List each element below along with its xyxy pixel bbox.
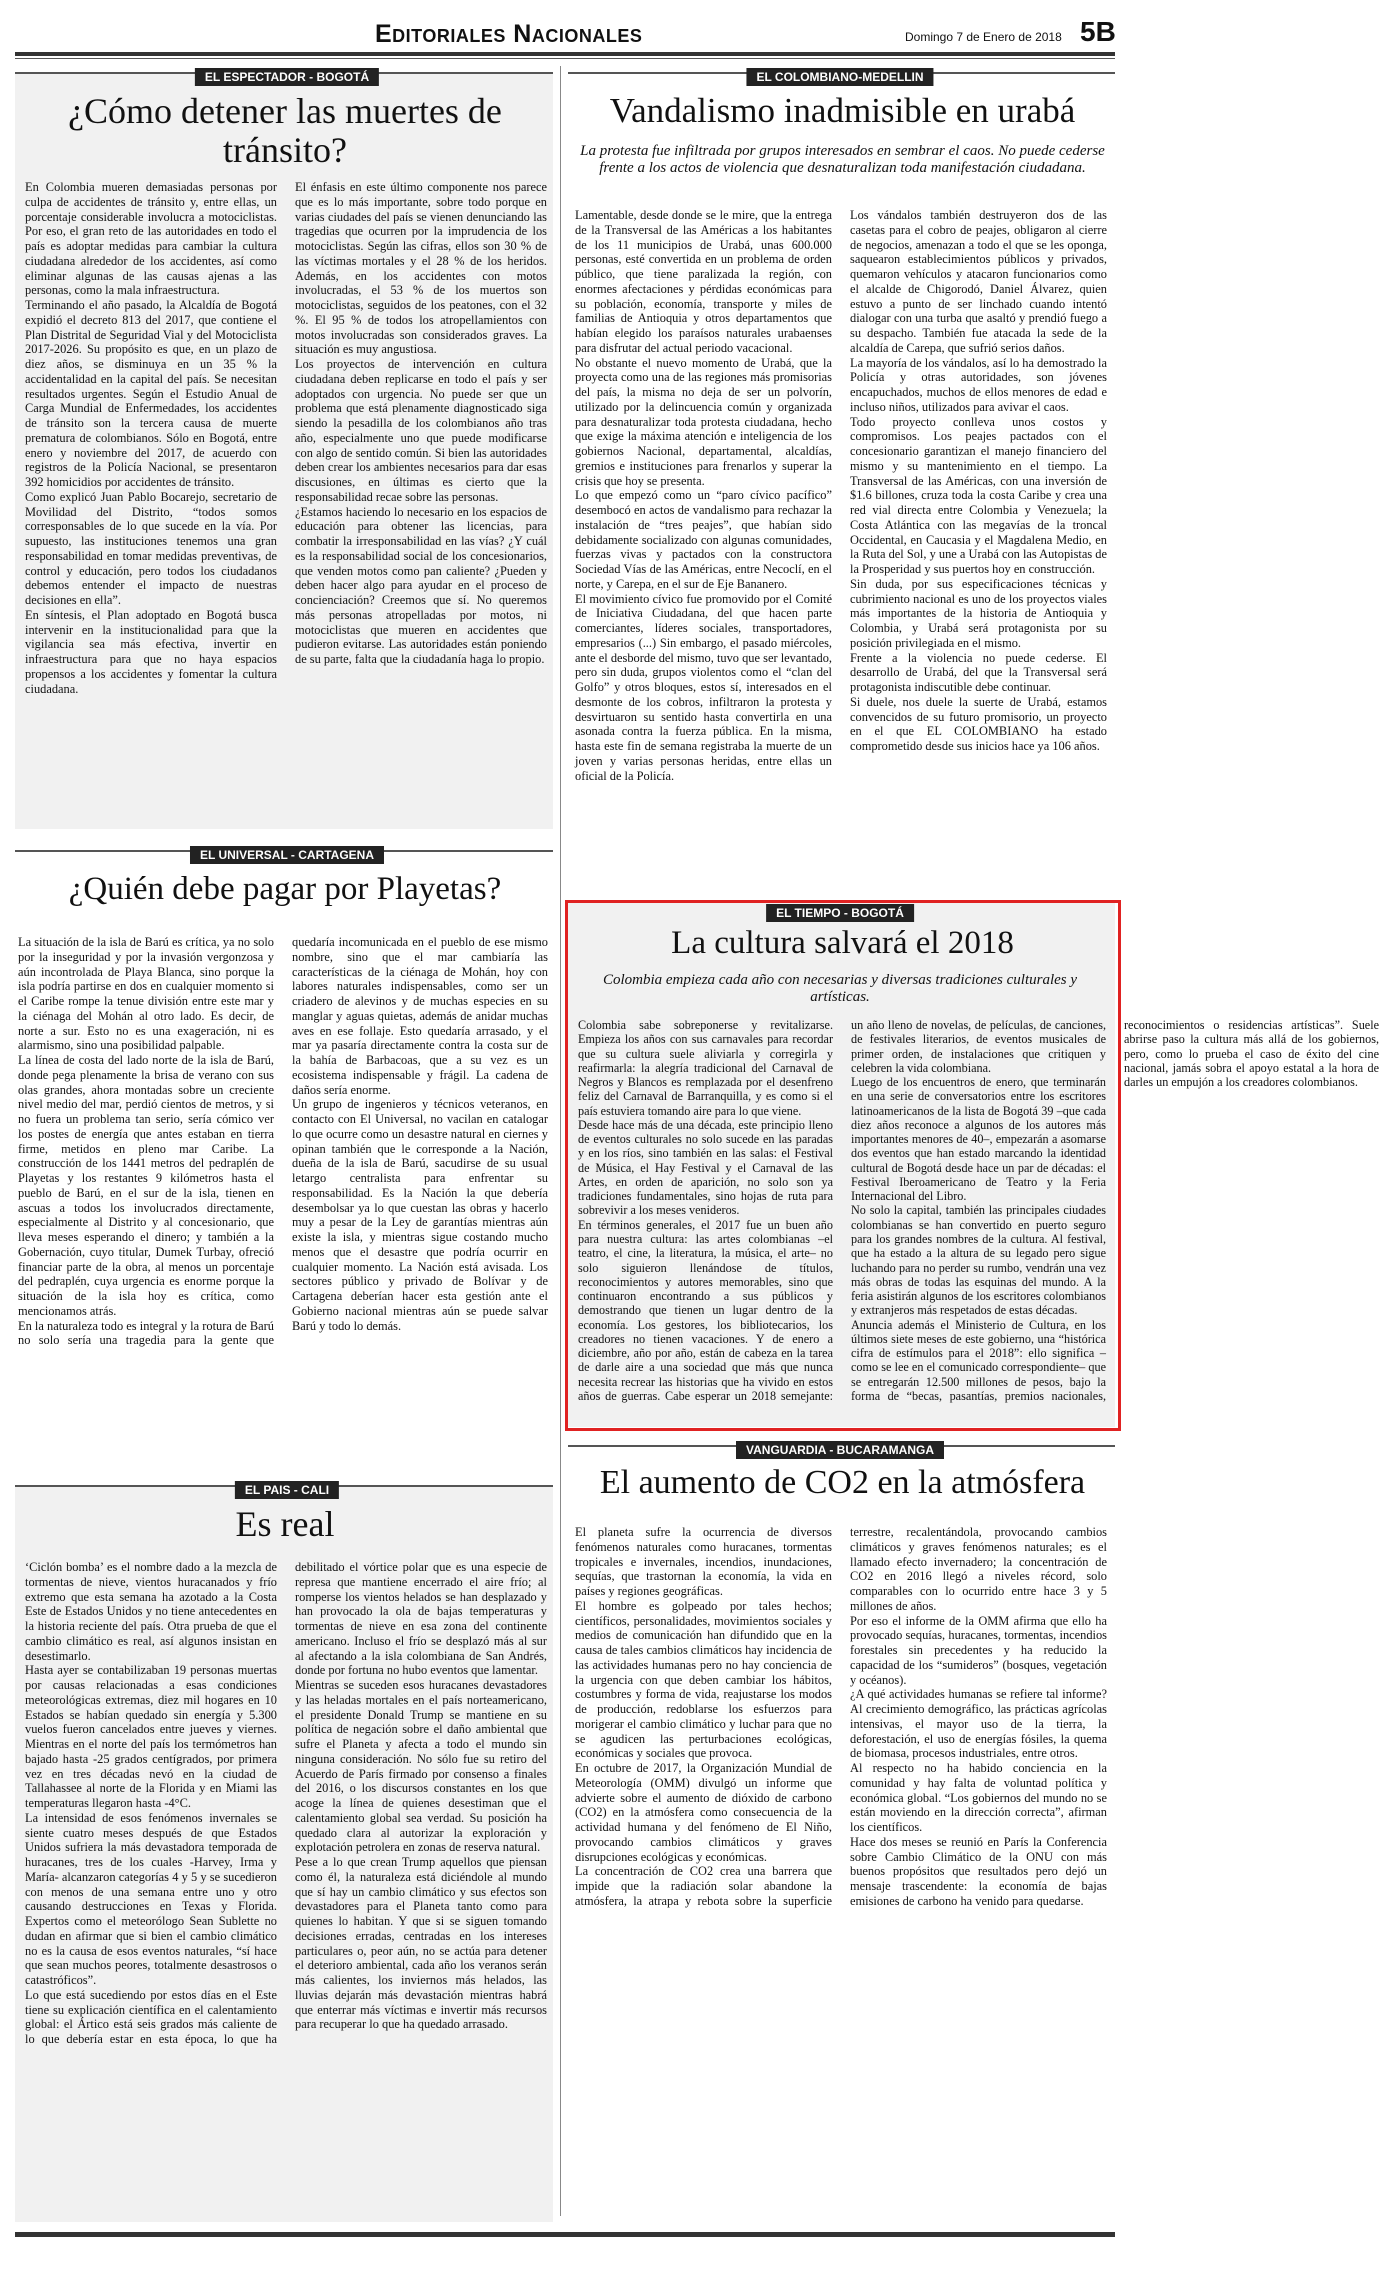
article-body [575, 1525, 1107, 2215]
article-headline: ¿Quién debe pagar por Playetas? [68, 871, 502, 907]
article-paragraph: Un grupo de ingenieros y técnicos veteranos, en contacto con El Universal, no vacilan en catalogar lo que ocurre como un desastre natural en ciernes y opinan también que le corresponde a la Nación, dueña de la isla de Barú, sacudirse de su usual letargo centralista para enfrentar su responsabilidad. Es la Nación la que debería desembolsar ya lo que cuestan las obras y hacerlo muy a pesar de la Ley de garantías mientras aún existe la isla, y mientras sigue costando mucho menos que el desastre que podría ocurrir en cualquier momento. La Nación está avisada. Los sectores público y privado de Bolívar y de Cartagena deberían hacer esta gestión ante el Gobierno nacional mientras aún se puede salvar Barú y todo lo demás. [292, 1097, 548, 1333]
article-paragraph: No solo la capital, también las principales ciudades colombianas se han convertido en puerto seguro para los grandes nombres de la cultura. Al festival, que ha estado a la altura de su legado pero sigue luchando para no perder su rumbo, vendrán una vez más obras de todas las esquinas del mundo. A la feria asistirán algunos de los escritores colombianos y extranjeros más respetados de estas décadas. [851, 1203, 1106, 1318]
article-paragraph: Hace dos meses se reunió en París la Conferencia sobre Cambio Climático de la ONU con más buenos propósitos que resultados pero dejó un mensaje trascendente: la economía de bajas emisiones de carbono ha venido para quedarse. [850, 1834, 1107, 1908]
article-paragraph: Mientras se suceden esos huracanes devastadores y las heladas mortales en el país norteamericano, el presidente Donald Trump se mantiene en su política de negación sobre el daño ambiental que sufre el Planeta y afecta a todo el mundo sin ninguna consideración. No sólo fue su retiro del Acuerdo de París firmado por consenso a finales del 2016, o los discursos constantes en los que acoge la línea de quienes desestiman que el calentamiento global sea verdad. Su posición ha quedado clara al autorizar la exploración y explotación petrolera en zonas de reserva natural. [295, 1678, 547, 1855]
article-paragraph: ¿Estamos haciendo lo necesario en los espacios de educación para obtener las licencias, para combatir la irresponsabilidad en las vías? ¿Y cuál es la responsabilidad social de los concesionarios, que venden motos como pan caliente? ¿Pueden y deben hacer algo para ayudar en el proceso de concienciación? Creemos que sí. No queremos más personas atropelladas por motos, ni motociclistas que mueren en accidentes que pudieron evitarse. Las autoridades están poniendo de su parte, falta que la ciudadanía haga lo propio. [295, 504, 547, 666]
source-tag: EL COLOMBIANO-MEDELLIN [746, 68, 933, 86]
article-headline: ¿Cómo detener las muertes de tránsito? [68, 91, 502, 170]
article-deck: La protesta fue infiltrada por grupos interesados en sembrar el caos. No puede cederse frente a los actos de violencia que desnaturalizan toda manifestación ciudadana. [580, 143, 1105, 177]
source-tag: EL UNIVERSAL - CARTAGENA [190, 846, 384, 864]
article-paragraph: Luego de los encuentros de enero, que terminarán en una serie de conversatorios entre los escritores latinoamericanos de la lista de Bogotá 39 –que cada diez años reconoce a algunos de los autores más importantes menores de 40–, empezarán a asomarse dos eventos que han estado marcando la identidad cultural de Bogotá desde hace un par de décadas: el Festival Iberoamericano de Teatro y la Feria Internacional del Libro. [851, 1075, 1106, 1204]
article-paragraph: Al respecto no ha habido conciencia en la comunidad y hay falta de voluntad política y económica global. “Los gobiernos del mundo no se están moviendo en la dirección correcta”, afirman los científicos. [850, 1761, 1107, 1834]
article-paragraph: Hasta ayer se contabilizaban 19 personas muertas por causas relacionadas a esas condiciones meteorológicas extremas, diez mil hogares en 10 Estados se habían quedado sin energía y 5.300 vuelos fueron cancelados entre jueves y viernes. Mientras en el norte del país los termómetros han bajado hasta -25 grados centígrados, por primera vez en tres décadas nevó en la ciudad de Tallahassee al norte de la Florida y en Miami las temperaturas llegaron hasta -4°C. [25, 1663, 277, 1810]
article-paragraph: Los vándalos también destruyeron dos de las casetas para el cobro de peajes, obligaron al cierre de negocios, amenazan a todo el que se les oponga, saquearon establecimientos públicos y privados, quemaron vehículos y atacaron funcionarios como el alcalde de Chigorodó, Daniel Álvarez, quien estuvo a punto de ser linchado cuando intentó dialogar con una turba que asaltó y prendió fuego a su despacho. También fue atacada la sede de la alcaldía de Carepa, que sufrió serios daños. [850, 208, 1107, 355]
article-paragraph: Lo que está sucediendo por estos días en el Este tiene su explicación científica en el calentamiento global: el Ártico está seis grados más caliente de lo que debería estar en esta época, lo que ha debilitado el vórtice polar que es una especie de represa que mantiene encerrado el aire frío; al romperse los vientos helados se han desplazado y han provocado la ola de bajas temperaturas y tormentas de nieve en esa zona del continente americano. Incluso el frío se desplazó más al sur al afectando a la isla colombiana de San Andrés, donde por fortuna no hubo eventos que lamentar. [25, 1560, 547, 2046]
article-paragraph: En términos generales, el 2017 fue un buen año para nuestra cultura: las artes colombianas –el teatro, el cine, la literatura, la música, el arte– no solo siguieron llenándose de títulos, reconocimientos y autores memorables, sino que continuaron encontrando a sus públicos y demostrando que tienen un lugar dentro de la economía. Los gestores, los bibliotecarios, los creadores no tienen vacaciones. Y de enero a diciembre, año por año, están de cabeza en la tarea de darle aire a una sociedad que más que nunca necesita recrear las historias que ha vivido en estos años de guerras. Cabe esperar un 2018 semejante: un año lleno de novelas, de películas, de canciones, de festivales literarios, de eventos musicales de primer orden, de instalaciones que critiquen y celebren la vida colombiana. [578, 1018, 1106, 1403]
issue-date: Domingo 7 de Enero de 2018 [905, 30, 1062, 44]
article-paragraph: Anuncia además el Ministerio de Cultura, en los últimos siete meses de este gobierno, una “histórica cifra de estímulos para el 2018”: ello significa –como se lee en el comunicado correspondiente– que se entregarán 12.500 millones de pesos, bajo la forma de “becas, pasantías, premios nacionales, reconocimientos o residencias artísticas”. Suele abrirse paso la cultura más allá de los gobiernos, pero, como lo prueba el caso de éxito del cine nacional, jamás sobra el apoyo estatal a la hora de darles un empujón a los creadores colombianos. [851, 1018, 1379, 1403]
article-paragraph: El planeta sufre la ocurrencia de diversos fenómenos naturales como huracanes, tormentas tropicales e invernales, incendios, inundaciones, sequías, que trastornan la economía, la vida en países y regiones geográficas. [575, 1525, 832, 1598]
article-paragraph: El movimiento cívico fue promovido por el Comité de Iniciativa Ciudadana, del que hacen parte comerciantes, líderes sociales, transportadores, empresarios (...) Sin embargo, el pasado miércoles, ante el desborde del mismo, tuvo que ser levantado, pero sin duda, grupos violentos como el “clan del Golfo” y otros bloques, estos sí, interesados en el desmonte de los cobros, infiltraron la protesta y desvirtuaron su sentido hasta convertirla en una asonada contra la fuerza pública. En la misma, hasta este fin de semana registraba la muerte de un joven y varias personas heridas, entre ellas un oficial de la Policía. [575, 591, 832, 783]
article-paragraph: Pese a lo que crean Trump aquellos que piensan como él, la naturaleza está diciéndole al mundo que sí hay un cambio climático y sus efectos son devastadores para el Planeta tanto como para quienes lo habitan. Y que si se siguen tomando decisiones erradas, centradas en los intereses particulares o, peor aún, no se actúa para detener el deterioro ambiental, cada año los veranos serán más calientes, los inviernos más helados, las lluvias dejarán más devastación mientras habrá que enterrar más víctimas e invertir más recursos para recuperar lo que ha quedado arrasado. [295, 1855, 547, 2032]
article-paragraph: Colombia sabe sobreponerse y revitalizarse. Empieza los años con sus carnavales para recordar que su cultura suele aliviarla y corregirla y reafirmarla: la alegría tradicional del Carnaval de Negros y Blancos es remplazada por el desenfreno feliz del Carnaval de Barranquilla, y es como si el país estuviera tomando aire para lo que viene. [578, 1018, 833, 1118]
article-paragraph: La línea de costa del lado norte de la isla de Barú, donde pega plenamente la brisa de verano con sus olas grandes, ahora montadas sobre un creciente nivel medio del mar, perdió cientos de metros, y si no fuera un problema tan serio, sería cómico ver los postes de energía que antes estaban en tierra firme, metidos en pleno mar Caribe. La construcción de los 1441 metros del pedraplén de Playetas y los restantes 9 kilómetros hasta el pueblo de Barú, en el sur de la isla, tienen en ascuas a todos los involucrados directamente, especialmente al Distrito y al concesionario, que lleva meses esperando el dinero; y también a la Gobernación, cuyo titular, Dumek Turbay, ofreció financiar parte de la obra, al menos un porcentaje del pedraplén, cuya urgencia es enorme porque la situación de la isla hoy es crítica, como mencionamos atrás. [18, 1053, 274, 1318]
article-paragraph: La situación de la isla de Barú es crítica, ya no solo por la inseguridad y por la invasión vergonzosa y aún incontrolada de Playa Blanca, sino porque la isla podría partirse en dos en cualquier momento si el Caribe rompe la tenue división entre este mar y la ciénaga del Mohán al otro lado. Es decir, de norte a sur. Esto no es una exageración, ni es alarmismo, sino una posibilidad palpable. [18, 935, 274, 1053]
article-paragraph: En octubre de 2017, la Organización Mundial de Meteorología (OMM) divulgó un informe que advierte sobre el aumento de dióxido de carbono (CO2) en la atmósfera como consecuencia de la actividad humana y del fenómeno de El Niño, provocando cambios climáticos y graves disrupciones ecológicas y económicas. [575, 1761, 832, 1864]
article-paragraph: En síntesis, el Plan adoptado en Bogotá busca intervenir en la institucionalidad para que la vigilancia sea más efectiva, invertir en infraestructura para que no haya espacios propensos a los accidentes y fomentar la cultura ciudadana. [25, 607, 277, 696]
article-paragraph: Como explicó Juan Pablo Bocarejo, secretario de Movilidad del Distrito, “todos somos corresponsables de lo que sucede en la vía. Por supuesto, las instituciones tenemos una gran responsabilidad en tomar medidas preventivas, de control y educación, pero todos los ciudadanos debemos entender el impacto de nuestras decisiones en ella”. [25, 489, 277, 607]
article-paragraph: Sin duda, por sus especificaciones técnicas y cubrimiento nacional es uno de los proyectos viales más importantes de la historia de Antioquia y Colombia, y Urabá será protagonista por su posición privilegiada en el mismo. [850, 576, 1107, 650]
source-tag: EL TIEMPO - BOGOTÁ [766, 904, 914, 922]
page-number: 5B [1080, 16, 1116, 47]
article-body [25, 180, 547, 820]
masthead-rule [15, 52, 1115, 56]
article-paragraph: En Colombia mueren demasiadas personas por culpa de accidentes de tránsito y, entre ellas, un porcentaje considerable involucra a motociclistas. Por eso, el gran reto de las autoridades en todo el país es adoptar medidas para cambiar la cultura ciudadana alrededor de los accidentes, así como eliminar algunas de las causas ajenas a las personas, como la mala infraestructura. [25, 180, 277, 298]
article-paragraph: ‘Ciclón bomba’ es el nombre dado a la mezcla de tormentas de nieve, vientos huracanados y frío extremo que esta semana ha azotado a la Costa Este de Estados Unidos y no tiene antecedentes en la historia reciente del país. Otra prueba de que el cambio climático es real, así algunos insistan en desestimarlo. [25, 1560, 277, 1663]
article-body [578, 1018, 1379, 1416]
article-paragraph: Lamentable, desde donde se le mire, que la entrega de la Transversal de las Américas a los habitantes de los 11 municipios de Urabá, unas 600.000 personas, esté convertida en un problema de orden público, que tiene paralizada la región, con enormes afectaciones y pérdidas económicas para su población, economía, transporte y miles de familias de Antioquia y otros departamentos que habían elegido los paraísos naturales urabaenses para disfrutar del actual periodo vacacional. [575, 208, 832, 355]
article-deck: Colombia empieza cada año con necesarias y diversas tradiciones culturales y artísticas. [602, 972, 1078, 1006]
page-footer-rule [15, 2232, 1115, 2237]
article-paragraph: No obstante el nuevo momento de Urabá, que la proyecta como una de las regiones más promisorias del país, la misma no deja de ser un polvorín, utilizado por la delincuencia común y organizada para desnaturalizar toda protesta ciudadana, hecho que exige la máxima atención e inteligencia de los gobiernos Nacional, departamental, alcaldías, gremios e instituciones para frenarlos y superar la crisis que hoy se presenta. [575, 355, 832, 488]
article-body [18, 935, 548, 1440]
masthead-rule-thin [15, 58, 1115, 59]
article-paragraph: ¿A qué actividades humanas se refiere tal informe? Al crecimiento demográfico, las prácticas agrícolas intensivas, el mayor uso de la tierra, la deforestación, el uso de energías fósiles, la quema de biomasa, procesos industriales, entre otros. [850, 1687, 1107, 1761]
article-paragraph: La intensidad de esos fenómenos invernales se siente cuatro meses después de que Estados Unidos sufriera la más devastadora temporada de huracanes, tres de los cuales -Harvey, Irma y María- alcanzaron categorías 4 y 5 y se sucedieron con menos de una semana entre uno y otro causando destrucciones en Texas y Florida. Expertos como el meteorólogo Sean Sublette no dudan en afirmar que si bien el cambio climático no es la causa de esos eventos naturales, “sí hace que sean muchos peores, totalmente desastrosos o catastróficos”. [25, 1810, 277, 1987]
article-paragraph: El hombre es golpeado por tales hechos; científicos, personalidades, movimientos sociales y medios de comunicación han difundido que en la causa de tales cambios climáticos hay incidencia de las actividades humanas pero no hay conciencia de la urgencia con que deben cambiar los hábitos, costumbres y forma de vida, reajustarse los modos de producción, redoblarse los esfuerzos para morigerar el cambio climático y luchar para que no se agudicen las perturbaciones ecológicas, económicas y sociales que provoca. [575, 1598, 832, 1761]
article-paragraph: La concentración de CO2 crea una barrera que impide que la radiación solar abandone la atmósfera, la atrapa y rebota sobre la superficie terrestre, recalentándola, provocando cambios climáticos y graves fenómenos naturales; es el llamado efecto invernadero; la concentración de CO2 en 2016 llegó a niveles récord, solo comparables con lo ocurrido entre hace 3 y 5 millones de años. [575, 1525, 1107, 1908]
article-paragraph: Por eso el informe de la OMM afirma que ello ha provocado sequías, huracanes, tormentas, incendios forestales sin precedentes y ha reducido la capacidad de los “sumideros” (bosques, vegetación y océanos). [850, 1613, 1107, 1687]
article-body [25, 1560, 547, 2210]
article-paragraph: En la naturaleza todo es integral y la rotura de Barú no solo sería una tragedia para la gente que quedaría incomunicada en el pueblo de ese mismo nombre, sino que el mar cambiaría las características de la ciénaga de Mohán, hoy con labores naturales indispensables, como ser un criadero de alevinos y de muchas especies en su manglar y aguas quietas, además de anidar muchas aves en ese follaje. Esto quedaría arrasado, y el mar ya pasaría directamente contra la costa sur de la bahía de Barbacoas, que a su vez es un ecosistema indispensable y frágil. La cadena de daños sería enorme. [18, 935, 548, 1348]
article-paragraph: El énfasis en este último componente nos parece que es lo más importante, sobre todo porque en varias ciudades del país se vienen denunciando las tragedias que ocurren por la imprudencia de los motociclistas. Según las cifras, ellos son 30 % de las víctimas mortales y el 28 % de los heridos. Además, en los accidentes con motos involucradas, el 53 % de los muertos son motociclistas, seguidos de los peatones, con el 32 %. El 95 % de todos los atropellamientos con motos involucradas son considerados graves. La situación es muy angustiosa. [295, 180, 547, 357]
article-paragraph: Si duele, nos duele la suerte de Urabá, estamos convencidos de su futuro promisorio, un proyecto en el que EL COLOMBIANO ha estado comprometido desde sus inicios hace ya 106 años. [850, 694, 1107, 753]
article-headline: La cultura salvará el 2018 [671, 925, 1014, 961]
source-tag: EL PAIS - CALI [235, 1481, 339, 1499]
section-title: Editoriales Nacionales [375, 20, 643, 48]
masthead [15, 0, 1115, 48]
article-paragraph: Frente a la violencia no puede cederse. El desarrollo de Urabá, del que la Transversal será protagonista indiscutible debe continuar. [850, 650, 1107, 694]
article-body [575, 208, 1107, 878]
article-paragraph: Terminando el año pasado, la Alcaldía de Bogotá expidió el decreto 813 del 2017, que contiene el Plan Distrital de Seguridad Vial y del Motociclista 2017-2026. Su propósito es que, en un plazo de diez años, se disminuya en un 35 % la accidentalidad en la capital del país. Se necesitan resultados urgentes. Según el Estudio Anual de Carga Mundial de Enfermedades, los accidentes de tránsito son la tercera causa de muerte prematura de colombianos. Sólo en Bogotá, entre enero y noviembre del 2017, de acuerdo con registros de la Policía Nacional, se presentaron 392 homicidios por accidentes de tránsito. [25, 298, 277, 489]
article-paragraph: Los proyectos de intervención en cultura ciudadana deben replicarse en todo el país y ser adoptados con urgencia. No puede ser que un problema que está plenamente diagnosticado siga siendo la pesadilla de los colombianos año tras año, especialmente uno que puede modificarse con algo de sentido común. Si bien las autoridades deben crear los ambientes necesarios para dar esas discusiones, en últimas es cierto que la responsabilidad recae sobre las personas. [295, 357, 547, 504]
article-paragraph: Lo que empezó como un “paro cívico pacífico” desembocó en actos de vandalismo para rechazar la instalación de “tres peajes”, que habían sido debidamente socializado con algunas comunidades, fuerzas vivas y pactados con la constructora Sociedad Vías de las Américas, entre Necoclí, en el norte, y Carepa, en el sur de Eje Bananero. [575, 488, 832, 591]
source-tag: EL ESPECTADOR - BOGOTÁ [195, 68, 379, 86]
source-tag: VANGUARDIA - BUCARAMANGA [736, 1441, 944, 1459]
article-headline: Es real [235, 1504, 335, 1544]
article-paragraph: Todo proyecto conlleva unos costos y compromisos. Los peajes pactados con el concesionario garantizan el manejo financiero del mismo y su mantenimiento en el tiempo. La Transversal de las Américas, con una inversión de $1.6 billones, cruza toda la costa Caribe y crea una red vial directa entre Colombia y Venezuela; la Costa Atlántica con las megavías de la troncal Occidental, en Caucasia y el Magdalena Medio, en la Ruta del Sol, y une a Urabá con las Autopistas de la Prosperidad y sus puertos hoy en construcción. [850, 414, 1107, 576]
article-paragraph: Desde hace más de una década, este principio lleno de eventos culturales no solo sucede en las paradas y en los ríos, sino también en las salas: el Festival de Música, el Hay Festival y el Carnaval de las Artes, en orden de aparición, no solo son ya tradiciones fundamentales, sino hojas de ruta para sobrevivir a los meses venideros. [578, 1117, 833, 1218]
article-headline: El aumento de CO2 en la atmósfera [599, 1464, 1086, 1501]
column-divider [560, 66, 561, 2216]
article-headline: Vandalismo inadmisible en urabá [609, 91, 1076, 130]
article-paragraph: La mayoría de los vándalos, así lo ha demostrado la Policía y otras autoridades, son jóvenes encapuchados, muchos de ellos menores de edad e incluso niños, utilizados para avivar el caos. [850, 355, 1107, 414]
